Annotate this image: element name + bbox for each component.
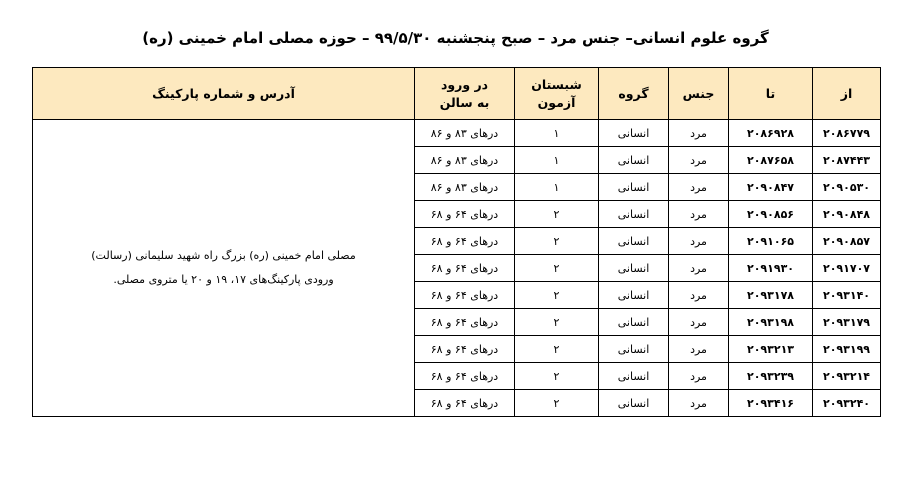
cell-gender: مرد <box>669 201 729 228</box>
cell-to: ۲۰۹۳۴۱۶ <box>729 390 813 417</box>
header-group: گروه <box>599 68 669 120</box>
cell-to: ۲۰۸۷۶۵۸ <box>729 147 813 174</box>
cell-gender: مرد <box>669 336 729 363</box>
cell-group: انسانی <box>599 228 669 255</box>
cell-from: ۲۰۹۳۲۱۴ <box>813 363 881 390</box>
cell-gender: مرد <box>669 228 729 255</box>
cell-hall: ۱ <box>515 120 599 147</box>
cell-to: ۲۰۹۳۲۱۳ <box>729 336 813 363</box>
header-from: از <box>813 68 881 120</box>
cell-group: انسانی <box>599 363 669 390</box>
cell-entrance: درهای ۶۴ و ۶۸ <box>415 309 515 336</box>
cell-entrance: درهای ۸۳ و ۸۶ <box>415 120 515 147</box>
cell-hall: ۲ <box>515 228 599 255</box>
cell-from: ۲۰۸۷۴۴۳ <box>813 147 881 174</box>
cell-gender: مرد <box>669 120 729 147</box>
cell-entrance: درهای ۶۴ و ۶۸ <box>415 255 515 282</box>
cell-hall: ۲ <box>515 390 599 417</box>
cell-group: انسانی <box>599 147 669 174</box>
cell-to: ۲۰۹۱۹۳۰ <box>729 255 813 282</box>
cell-group: انسانی <box>599 282 669 309</box>
cell-from: ۲۰۸۶۷۷۹ <box>813 120 881 147</box>
cell-from: ۲۰۹۳۱۹۹ <box>813 336 881 363</box>
cell-entrance: درهای ۶۴ و ۶۸ <box>415 336 515 363</box>
cell-hall: ۲ <box>515 255 599 282</box>
header-hall-line2: آزمون <box>537 94 576 110</box>
cell-gender: مرد <box>669 390 729 417</box>
cell-gender: مرد <box>669 309 729 336</box>
cell-entrance: درهای ۶۴ و ۶۸ <box>415 363 515 390</box>
cell-from: ۲۰۹۰۸۴۸ <box>813 201 881 228</box>
header-hall-line1: شبستان <box>531 76 582 92</box>
cell-to: ۲۰۹۳۲۳۹ <box>729 363 813 390</box>
cell-gender: مرد <box>669 255 729 282</box>
cell-entrance: درهای ۶۴ و ۶۸ <box>415 282 515 309</box>
address-line1: مصلی امام خمینی (ره) بزرگ راه شهید سلیمانی (رسالت) <box>91 249 356 262</box>
cell-entrance: درهای ۶۴ و ۶۸ <box>415 201 515 228</box>
cell-from: ۲۰۹۰۸۵۷ <box>813 228 881 255</box>
cell-group: انسانی <box>599 120 669 147</box>
cell-hall: ۱ <box>515 174 599 201</box>
cell-from: ۲۰۹۳۲۴۰ <box>813 390 881 417</box>
header-address: آدرس و شماره پارکینگ <box>33 68 415 120</box>
cell-hall: ۲ <box>515 336 599 363</box>
header-row <box>33 68 881 120</box>
cell-hall: ۱ <box>515 147 599 174</box>
cell-group: انسانی <box>599 174 669 201</box>
cell-entrance: درهای ۶۴ و ۶۸ <box>415 228 515 255</box>
cell-entrance: درهای ۶۴ و ۶۸ <box>415 390 515 417</box>
header-gender: جنس <box>669 68 729 120</box>
cell-group: انسانی <box>599 309 669 336</box>
cell-entrance: درهای ۸۳ و ۸۶ <box>415 147 515 174</box>
cell-gender: مرد <box>669 282 729 309</box>
cell-to: ۲۰۹۰۸۴۷ <box>729 174 813 201</box>
header-entrance-line2: به سالن <box>439 94 490 110</box>
table-row <box>33 120 881 147</box>
header-entrance-line1: در ورود <box>440 76 489 92</box>
cell-to: ۲۰۸۶۹۲۸ <box>729 120 813 147</box>
cell-group: انسانی <box>599 336 669 363</box>
cell-group: انسانی <box>599 390 669 417</box>
page-title: گروه علوم انسانی– جنس مرد – صبح پنجشنبه ۹۹/۵/۳۰ – حوزه مصلی امام خمینی (ره) <box>142 29 769 47</box>
cell-hall: ۲ <box>515 282 599 309</box>
cell-address <box>33 120 415 417</box>
cell-gender: مرد <box>669 147 729 174</box>
cell-group: انسانی <box>599 255 669 282</box>
cell-gender: مرد <box>669 363 729 390</box>
cell-gender: مرد <box>669 174 729 201</box>
cell-hall: ۲ <box>515 363 599 390</box>
header-entrance <box>415 68 515 120</box>
cell-from: ۲۰۹۳۱۴۰ <box>813 282 881 309</box>
cell-from: ۲۰۹۱۷۰۷ <box>813 255 881 282</box>
cell-to: ۲۰۹۱۰۶۵ <box>729 228 813 255</box>
cell-to: ۲۰۹۳۱۹۸ <box>729 309 813 336</box>
cell-to: ۲۰۹۳۱۷۸ <box>729 282 813 309</box>
cell-hall: ۲ <box>515 309 599 336</box>
header-to: تا <box>729 68 813 120</box>
cell-hall: ۲ <box>515 201 599 228</box>
cell-to: ۲۰۹۰۸۵۶ <box>729 201 813 228</box>
cell-from: ۲۰۹۳۱۷۹ <box>813 309 881 336</box>
cell-from: ۲۰۹۰۵۳۰ <box>813 174 881 201</box>
address-line2: ورودی پارکینگ‌های ۱۷، ۱۹ و ۲۰ یا متروی مصلی. <box>113 273 334 286</box>
cell-group: انسانی <box>599 201 669 228</box>
header-hall <box>515 68 599 120</box>
cell-entrance: درهای ۸۳ و ۸۶ <box>415 174 515 201</box>
schedule-table <box>32 67 881 417</box>
